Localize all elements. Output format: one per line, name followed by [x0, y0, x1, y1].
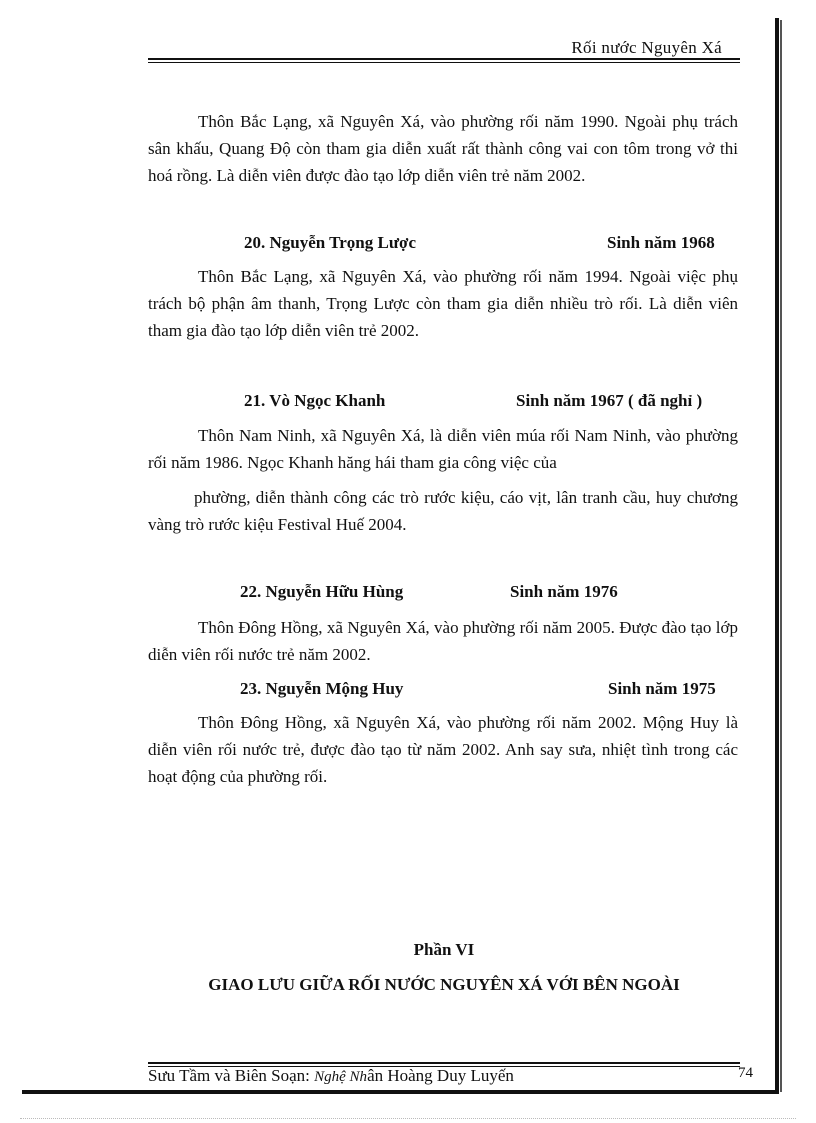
- part-label: Phần VI: [413, 940, 475, 959]
- paragraph-quang-do: Thôn Bắc Lạng, xã Nguyên Xá, vào phường rối năm 1990. Ngoài phụ trách sân khấu, Quang Độ còn tham gia diễn xuất rất thành công vai con tôm trong vở thi hoá rồng. Là diễn viên được đào tạo lớp diễn viên trẻ năm 2002.: [148, 112, 738, 185]
- footer-credit-prefix: Sưu Tầm và Biên Soạn:: [148, 1066, 315, 1085]
- entry-21-paragraph-b: phường, diễn thành công các trò rước kiệu, cáo vịt, lân tranh cầu, huy chương vàng trò rước kiệu Festival Huế 2004.: [148, 488, 738, 534]
- entry-23-birth: Sinh năm 1975: [608, 679, 716, 698]
- page-frame-right-shadow: [780, 20, 782, 1092]
- entry-22-paragraph: Thôn Đông Hồng, xã Nguyên Xá, vào phường rối năm 2005. Được đào tạo lớp diễn viên rối nước trẻ năm 2002.: [148, 618, 738, 664]
- entry-20-birth: Sinh năm 1968: [607, 233, 715, 252]
- running-header-title: Rối nước Nguyên Xá: [571, 38, 722, 57]
- page-frame-bottom: [22, 1090, 779, 1094]
- header-rule-thin: [148, 62, 740, 63]
- footer-credit-script: Nghệ Nh: [314, 1069, 368, 1085]
- entry-21-birth: Sinh năm 1967 ( đã nghỉ ): [516, 391, 703, 410]
- entry-23-paragraph: Thôn Đông Hồng, xã Nguyên Xá, vào phường rối năm 2002. Mộng Huy là diễn viên rối nước trẻ, được đào tạo từ năm 2002. Anh say sưa, nhiệt tình trong các hoạt động của phường rối.: [148, 713, 738, 786]
- page-frame-right: [775, 18, 779, 1090]
- entry-21-name: 21. Vò Ngọc Khanh: [244, 391, 386, 410]
- entry-21-paragraph-a: Thôn Nam Ninh, xã Nguyên Xá, là diễn viên múa rối Nam Ninh, vào phường rối năm 1986. Ngọc Khanh hăng hái tham gia công việc của: [148, 426, 738, 472]
- footer-credit-suffix: ân Hoàng Duy Luyến: [367, 1066, 514, 1085]
- part-title: GIAO LƯU GIỮA RỐI NƯỚC NGUYÊN XÁ VỚI BÊN NGOÀI: [208, 975, 680, 994]
- header-rule: [148, 58, 740, 60]
- entry-23-name: 23. Nguyễn Mộng Huy: [240, 679, 404, 698]
- footer-rule: [148, 1062, 740, 1064]
- entry-20-name: 20. Nguyễn Trọng Lược: [244, 233, 417, 252]
- entry-22-name: 22. Nguyễn Hữu Hùng: [240, 582, 404, 601]
- entry-22-birth: Sinh năm 1976: [510, 582, 618, 601]
- entry-20-paragraph: Thôn Bắc Lạng, xã Nguyên Xá, vào phường rối năm 1994. Ngoài việc phụ trách bộ phận âm thanh, Trọng Lược còn tham gia diễn nhiều trò rối. Là diễn viên tham gia đào tạo lớp diễn viên trẻ 2002.: [148, 267, 738, 340]
- footer-credit: [148, 1066, 514, 1086]
- page-number: 74: [738, 1065, 753, 1081]
- page-edge-dotted: [20, 1118, 796, 1119]
